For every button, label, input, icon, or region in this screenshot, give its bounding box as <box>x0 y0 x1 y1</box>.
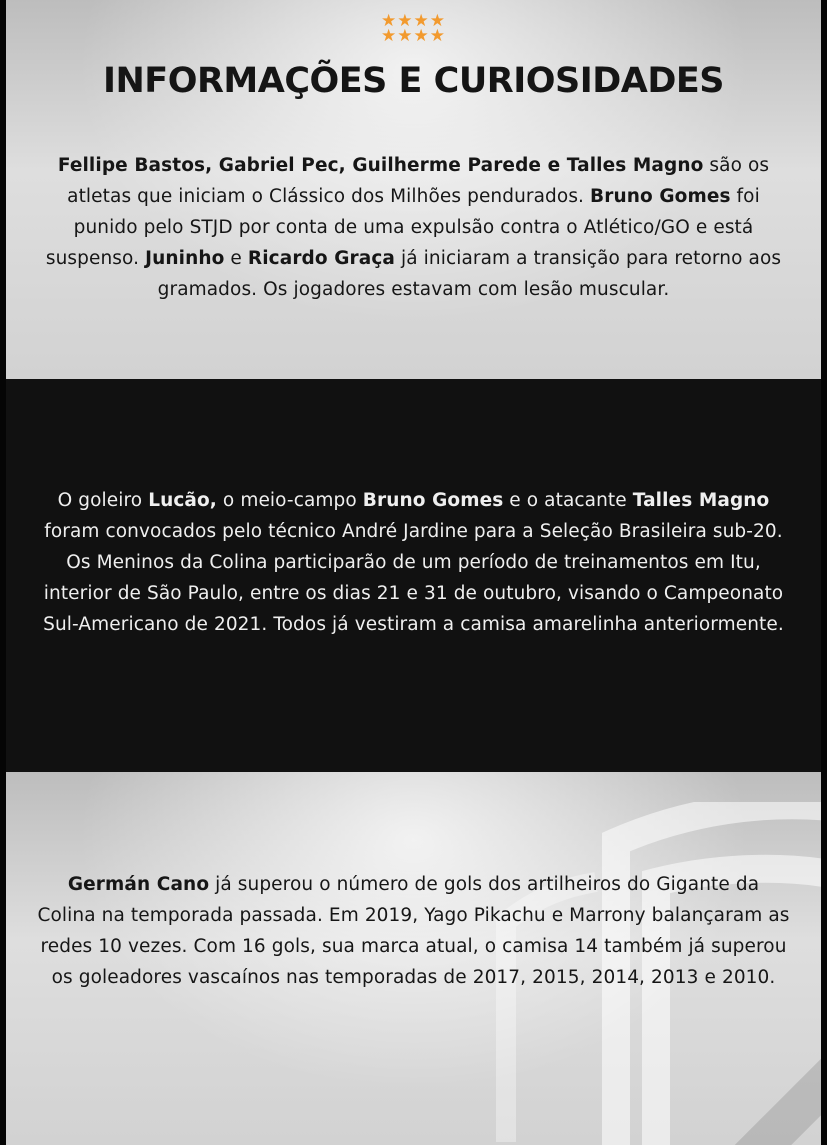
stars-row-bottom: ★★★★ <box>381 26 446 46</box>
paragraph-top-scorer <box>36 869 791 993</box>
body-text: já superou o número de gols dos artilheiros do Gigante da Colina na temporada passada. Em 2019, Yago Pikachu e Marrony balançaram as redes 10 vezes. Com 16 gols, sua marca atual, o camisa 14 também já superou os goleadores vascaínos nas temporadas de 2017, 2015, 2014, 2013 e 2010. <box>37 874 790 988</box>
left-border <box>0 0 6 1145</box>
body-text: o meio-campo <box>216 490 363 511</box>
body-text: são os atletas que iniciam o Clássico dos Milhões pendurados. <box>67 155 770 207</box>
info-section-callups <box>6 379 821 772</box>
body-text: e <box>224 248 248 269</box>
highlighted-name: Bruno Gomes <box>362 490 504 511</box>
body-text: foi punido pelo STJD por conta de uma expulsão contra o Atlético/GO e está suspenso. <box>45 186 760 269</box>
paragraph-callups <box>36 485 791 640</box>
highlighted-name: Juninho <box>145 248 225 269</box>
right-border <box>821 0 827 1145</box>
stars-emblem <box>6 11 821 46</box>
info-section-scorer <box>6 772 821 1145</box>
info-section-suspensions <box>6 0 821 379</box>
highlighted-name: Lucão, <box>148 490 217 511</box>
page-title: INFORMAÇÕES E CURIOSIDADES <box>102 61 725 101</box>
body-text: O goleiro <box>57 490 149 511</box>
highlighted-name: Bruno Gomes <box>590 186 731 207</box>
body-text: já iniciaram a transição para retorno aos gramados. Os jogadores estavam com lesão muscular. <box>157 248 782 300</box>
paragraph-suspensions <box>36 150 791 305</box>
stars-row-top: ★★★★ <box>381 11 446 31</box>
highlighted-name: Ricardo Graça <box>247 248 395 269</box>
highlighted-name: Fellipe Bastos, Gabriel Pec, Guilherme Parede e Talles Magno <box>57 155 704 176</box>
body-text: foram convocados pelo técnico André Jardine para a Seleção Brasileira sub-20. Os Meninos da Colina participarão de um período de treinamentos em Itu, interior de São Paulo, entre os dias 21 e 31 de outubro, visando o Campeonato Sul-Americano de 2021. Todos já vestiram a camisa amarelinha anteriormente. <box>43 521 784 635</box>
body-text: e o atacante <box>503 490 633 511</box>
highlighted-name: Talles Magno <box>632 490 770 511</box>
highlighted-name: Germán Cano <box>67 874 210 895</box>
